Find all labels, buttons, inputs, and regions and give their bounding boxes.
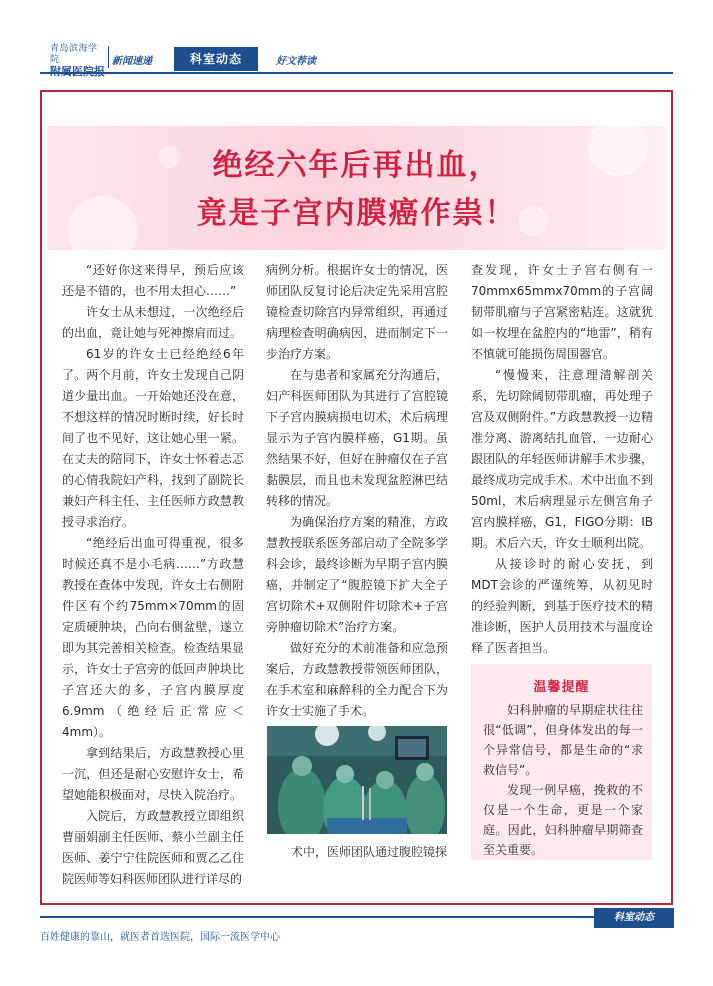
paragraph: 61岁的许女士已经绝经6年了。两个月前，许女士发现自己阴道少量出血。一开始她还没在意，不想这样的情况时断时续，好长时间了也不见好，这让她心里一紧。在丈夫的陪同下，许女士怀着忐忑的心情我院妇产科，找到了副院长兼妇产科主任、主任医师方政慧教授寻求治疗。	[62, 347, 244, 529]
photo-caption: 术中，医师团队通过腹腔镜探	[291, 845, 448, 859]
footer-rule	[40, 916, 600, 918]
title-banner	[48, 126, 665, 250]
paragraph: 入院后，方政慧教授立即组织曹丽娟副主任医师、蔡小兰副主任医师、姜宁宁住院医师和贾乙乙住院医师等妇科医师团队进行详尽的	[62, 809, 244, 886]
article-title-line2: 竟是子宫内膜癌作祟！	[196, 196, 517, 231]
logo-line1: 青岛滨海学院	[50, 44, 98, 65]
tip-paragraph: 妇科肿瘤的早期症状往往很“低调”，但身体发出的每一个异常信号，都是生命的“求救信号”。	[483, 703, 643, 777]
paragraph: 从接诊时的耐心安抚，到MDT会诊的严谨统筹，从初见时的经验判断，到基于医疗技术的精准诊断，医护人员用技术与温度诠释了医者担当。	[471, 557, 653, 655]
surgery-photo-illustration	[267, 726, 447, 834]
paragraph: 查发现，许女士子宫右侧有一70mmx65mmx70mm的子宫阔韧带肌瘤与子宫紧密粘连。这就犹如一枚埋在盆腔内的“地雷”，稍有不慎就可能损伤周围器官。	[471, 263, 653, 361]
masthead	[0, 0, 713, 90]
tip-title: 温馨提醒	[533, 680, 590, 695]
paragraph: 病例分析。根据许女士的情况，医师团队反复讨论后决定先采用宫腔镜检查切除宫内异常组织，再通过病理检查明确病因，进而制定下一步治疗方案。	[266, 263, 448, 361]
masthead-divider	[108, 46, 109, 68]
article-title-line1: 绝经六年后再出血，	[212, 148, 501, 183]
footer-section-tag: 科室动态	[594, 908, 674, 928]
paragraph: “还好你这来得早，预后应该还是不错的，也不用太担心……”	[62, 263, 244, 298]
paragraph: “绝经后出血可得重视，很多时候还真不是小毛病……”方政慧教授在查体中发现，许女士右侧附件区有个约75mm×70mm的固定质硬肿块，凸向右侧盆壁，遂立即为其完善相关检查。检查结果显示，许女士子宫旁的低回声肿块比子宫还大的多，子宫内膜厚度6.9mm（绝经后正常应＜4mm）。	[62, 536, 244, 739]
masthead-rule	[40, 72, 673, 74]
paragraph: 在与患者和家属充分沟通后，妇产科医师团队为其进行了宫腔镜下子宫内膜病损电切术，术后病理显示为子宫内膜样癌，G1期。虽然结果不好，但好在肿瘤仅在子宫黏膜层，而且也未发现盆腔淋巴结转移的情况。	[266, 368, 448, 508]
article-column-1	[62, 260, 244, 890]
paragraph: 许女士从未想过，一次绝经后的出血，竟让她与死神擦肩而过。	[62, 305, 244, 340]
article-column-3	[471, 260, 653, 659]
paragraph: “慢慢来，注意理清解剖关系，先切除阔韧带肌瘤，再处理子宫及双侧附件。”方政慧教授一边精准分离、游离结扎血管，一边耐心跟团队的年轻医师讲解手术步骤，最终成功完成手术。术中出血不到50ml，术后病理显示左侧宫角子宫内膜样癌，G1，FIGO分期：IB期。术后六天，许女士顺利出院。	[471, 368, 653, 550]
nav-recommended-articles[interactable]: 好文荐读	[276, 56, 316, 67]
surgery-photo	[267, 726, 447, 834]
nav-news[interactable]: 新闻速递	[112, 56, 152, 67]
tip-paragraph: 发现一例早癌，挽救的不仅是一个生命，更是一个家庭。因此，妇科肿瘤早期筛查至关重要。	[483, 783, 643, 857]
nav-dept-news-active[interactable]: 科室动态	[174, 47, 258, 71]
paragraph: 为确保治疗方案的精准，方政慧教授联系医务部启动了全院多学科会诊，最终诊断为早期子宫内膜癌，并制定了“腹腔镜下扩大全子宫切除术+双侧附件切除术+子宫旁肿瘤切除术”治疗方案。	[266, 515, 448, 634]
paragraph: 拿到结果后，方政慧教授心里一沉，但还是耐心安慰许女士，希望她能积极面对，尽快入院治疗。	[62, 746, 244, 802]
tip-text	[483, 700, 643, 860]
tip-box	[471, 664, 652, 860]
article-column-2	[266, 260, 448, 722]
footer-slogan: 百姓健康的靠山，就医者首选医院，国际一流医学中心	[40, 932, 280, 943]
paragraph: 做好充分的术前准备和应急预案后，方政慧教授带领医师团队，在手术室和麻醉科的全力配合下为许女士实施了手术。	[266, 641, 448, 718]
